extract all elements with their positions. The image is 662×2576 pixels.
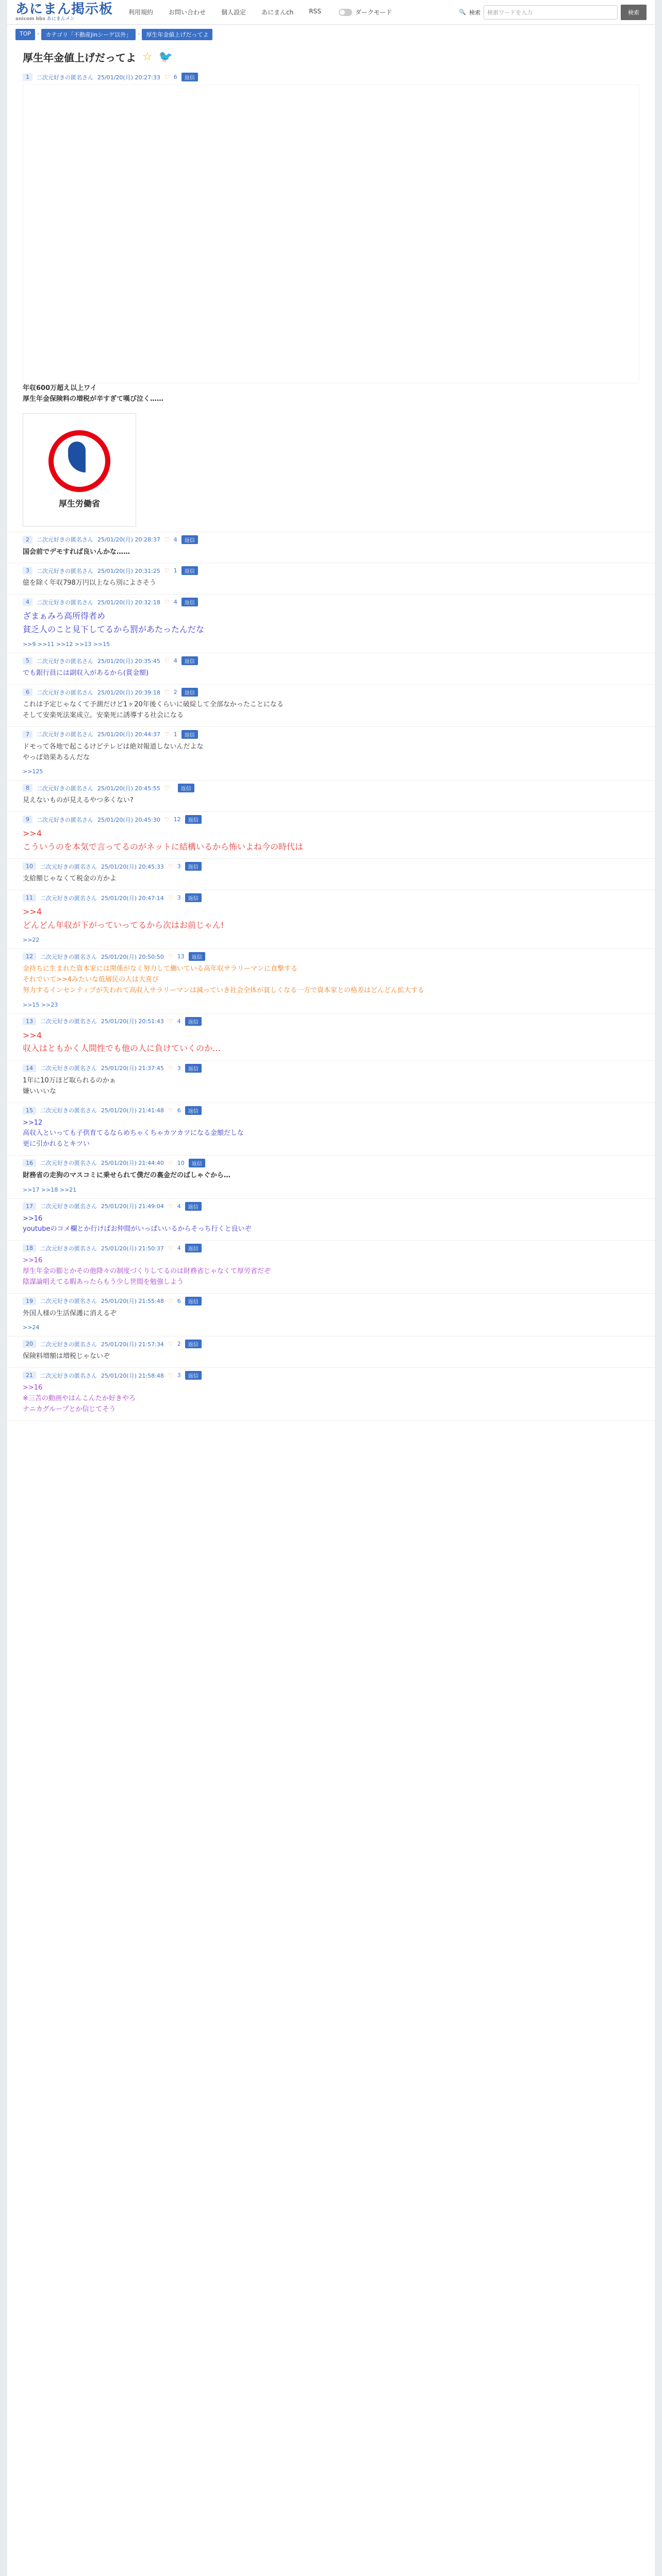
- reply-button[interactable]: 返信: [185, 1371, 202, 1380]
- page-title: 厚生年金値上げだってよ: [23, 52, 136, 64]
- search-input[interactable]: [484, 5, 618, 20]
- reply-links[interactable]: >>125: [23, 768, 43, 775]
- post-date: 25/01/20(月) 21:49:04: [101, 1203, 164, 1210]
- like-count: 1: [173, 567, 177, 574]
- post-author: 二次元好きの匿名さん: [40, 953, 97, 960]
- post-meta: [23, 1159, 639, 1167]
- post-number[interactable]: 12: [23, 953, 36, 960]
- reply-button[interactable]: 返信: [189, 1159, 205, 1167]
- post-body: ざまぁみろ高所得者め 貧乏人のこと見下してるから罰があたったんだな: [23, 611, 205, 634]
- post-date: 25/01/20(月) 21:44:40: [101, 1160, 164, 1167]
- post-meta: [23, 730, 639, 739]
- post-number[interactable]: 10: [23, 862, 36, 870]
- breadcrumb-thread[interactable]: 厚生年金値上げだってよ: [142, 29, 212, 40]
- post: [7, 812, 655, 859]
- heart-icon[interactable]: ♡: [168, 1018, 173, 1025]
- post-number[interactable]: 4: [23, 598, 32, 606]
- post-date: 25/01/20(月) 20:35:45: [97, 657, 160, 665]
- reply-button[interactable]: 返信: [185, 1340, 202, 1348]
- post-meta: [23, 784, 639, 792]
- breadcrumb-category[interactable]: カテゴリ「不動産jinシーゲ以外」: [41, 29, 136, 40]
- top-nav: [128, 8, 392, 16]
- post-meta: [23, 1297, 639, 1306]
- reply-button[interactable]: 返信: [185, 893, 202, 902]
- search-placeholder: 検索ワードを入力: [487, 9, 533, 16]
- post-number[interactable]: 6: [23, 688, 32, 696]
- post-date: 25/01/20(月) 20:27:33: [97, 74, 160, 81]
- like-count: 2: [177, 1341, 181, 1348]
- post-date: 25/01/20(月) 21:58:48: [101, 1372, 164, 1379]
- post-date: 25/01/20(月) 20:45:55: [97, 785, 160, 792]
- site-header: [7, 0, 655, 25]
- post-date: 25/01/20(月) 21:55:48: [101, 1298, 164, 1305]
- post-meta: [23, 952, 639, 961]
- heart-icon[interactable]: ♡: [168, 1245, 173, 1252]
- post-meta: [23, 656, 639, 665]
- like-count: 3: [177, 894, 181, 902]
- like-count: 6: [173, 74, 177, 80]
- reply-links[interactable]: >>17 >>18 >>21: [23, 1186, 77, 1193]
- post: [7, 70, 655, 532]
- like-count: 1: [173, 731, 177, 738]
- post-author: 二次元好きの匿名さん: [37, 689, 93, 696]
- like-count: 3: [177, 863, 181, 870]
- post-body: 財務省の走狗のマスコミに乗せられて僕だの裏金だのばしゃぐから…: [23, 1171, 231, 1179]
- post: [7, 653, 655, 685]
- post: [7, 781, 655, 812]
- heart-icon[interactable]: ♡: [164, 689, 170, 696]
- reply-button[interactable]: 返信: [185, 1297, 202, 1306]
- post-number[interactable]: 3: [23, 567, 32, 574]
- mhlw-logo-image[interactable]: [23, 413, 136, 527]
- toggle-switch[interactable]: [339, 9, 352, 16]
- heart-icon[interactable]: ♡: [168, 1297, 173, 1304]
- reply-button[interactable]: 返信: [185, 1244, 202, 1252]
- post-meta: [23, 1106, 639, 1115]
- post: [7, 1199, 655, 1241]
- nav-rss[interactable]: RSS: [309, 8, 321, 15]
- post: [7, 1061, 655, 1103]
- post-author: 二次元好きの匿名さん: [40, 1018, 97, 1025]
- reply-button[interactable]: 返信: [181, 535, 198, 544]
- post-author: 二次元好きの匿名さん: [40, 1298, 97, 1305]
- post: [7, 532, 655, 564]
- heart-icon[interactable]: ♡: [168, 1372, 173, 1379]
- post-body: 1年に10万ほど取られるのかぁ 嫌いいいな: [23, 1076, 116, 1095]
- like-count: 4: [177, 1202, 181, 1210]
- reply-button[interactable]: 返信: [178, 784, 194, 792]
- post-number[interactable]: 18: [23, 1244, 36, 1252]
- reply-button[interactable]: 返信: [189, 952, 205, 961]
- post-number[interactable]: 9: [23, 816, 32, 823]
- post-body: 億を除く年収798万円以上なら別によさそう: [23, 579, 156, 587]
- post: [7, 1368, 655, 1420]
- post: [7, 1336, 655, 1368]
- like-count: 13: [177, 953, 185, 960]
- post-number[interactable]: 5: [23, 657, 32, 665]
- post-date: 25/01/20(月) 20:44:37: [97, 731, 160, 738]
- post-body: 保険料増額は増税じゃないぞ: [23, 1352, 110, 1361]
- post: [7, 563, 655, 595]
- post-author: 二次元好きの匿名さん: [37, 785, 93, 792]
- heart-icon[interactable]: ♡: [164, 785, 170, 792]
- post-body: 国会前でデモすれば良いんかな……: [23, 548, 130, 556]
- post-meta: [23, 862, 639, 871]
- post-body: でも銀行員には副収入があるから(賞金額): [23, 669, 149, 677]
- reply-links[interactable]: >>24: [23, 1324, 40, 1331]
- logo-sub: anicom bbs あにまんメン: [15, 16, 75, 22]
- heart-icon[interactable]: ♡: [164, 731, 170, 738]
- post-author: 二次元好きの匿名さん: [40, 1065, 97, 1072]
- favorite-star-icon[interactable]: ☆: [142, 50, 153, 63]
- post-author: 二次元好きの匿名さん: [40, 863, 97, 870]
- reply-button[interactable]: 返信: [181, 688, 198, 697]
- like-count: 4: [173, 599, 177, 606]
- nav-contact[interactable]: お問い合わせ: [169, 9, 206, 16]
- dark-mode-toggle[interactable]: [339, 8, 392, 16]
- post-body: これは予定じゃなくて予測だけど1ヶ20年後くらいに破綻して全部なかったことになる そして安楽死法案成立。安楽死に誘導する社会になる: [23, 701, 284, 719]
- post-body: >>12 高収入といっても子供育てるならめちゃくちゃカツカツになる金額だしな 更に引かれるとキツい: [23, 1118, 244, 1148]
- post-author: 二次元好きの匿名さん: [37, 816, 93, 823]
- post-meta: [23, 1064, 639, 1073]
- nav-terms[interactable]: 利用規約: [128, 9, 154, 16]
- post-body: >>4 どんどん年収が下がっていってるから次はお前じゃん!: [23, 907, 224, 930]
- post-body: 年収600万超え以上ワイ 厚生年金保険料の増税が辛すぎて嘆び泣く……: [23, 384, 164, 403]
- post-number[interactable]: 21: [23, 1371, 36, 1379]
- post-meta: [23, 566, 639, 575]
- reply-button[interactable]: 返信: [185, 862, 202, 871]
- post-author: 二次元好きの匿名さん: [40, 1372, 97, 1379]
- post-author: 二次元好きの匿名さん: [37, 536, 93, 544]
- reply-button[interactable]: 返信: [181, 598, 198, 606]
- like-count: 3: [177, 1064, 181, 1072]
- post: [7, 727, 655, 781]
- post-author: 二次元好きの匿名さん: [37, 731, 93, 738]
- heart-icon[interactable]: ♡: [168, 1107, 173, 1114]
- nav-settings[interactable]: 個人設定: [221, 9, 246, 16]
- post-meta: [23, 815, 639, 824]
- like-count: 4: [177, 1018, 181, 1025]
- post: [7, 1156, 655, 1199]
- heart-icon[interactable]: ♡: [168, 953, 173, 960]
- post-author: 二次元好きの匿名さん: [37, 599, 93, 606]
- search-area: [459, 5, 647, 20]
- like-count: 6: [177, 1297, 181, 1304]
- post-meta: [23, 73, 639, 81]
- reply-button[interactable]: 返信: [185, 815, 202, 824]
- post-date: 25/01/20(月) 20:31:25: [97, 567, 160, 574]
- post-body: >>4 こういうのを本気で言ってるのがネットに結構いるから怖いよね今の時代は: [23, 828, 304, 852]
- like-count: 12: [173, 816, 181, 823]
- post: [7, 1241, 655, 1293]
- search-icon: 🔍: [459, 9, 466, 15]
- heart-icon[interactable]: ♡: [168, 1159, 173, 1166]
- post-meta: [23, 535, 639, 544]
- heart-icon[interactable]: ♡: [168, 863, 173, 870]
- post-number[interactable]: 2: [23, 536, 32, 544]
- reply-button[interactable]: 返信: [181, 566, 198, 575]
- reply-links[interactable]: >>15 >>23: [23, 1001, 58, 1008]
- like-count: 10: [177, 1159, 185, 1166]
- like-count: 3: [177, 1372, 181, 1379]
- post-number[interactable]: 14: [23, 1064, 36, 1072]
- post-number[interactable]: 11: [23, 894, 36, 902]
- post-body: 外国人様の生活保護に消えるぞ: [23, 1309, 117, 1317]
- page: [7, 0, 655, 2576]
- post-number[interactable]: 17: [23, 1202, 36, 1210]
- dark-mode-label: ダークモード: [355, 9, 392, 16]
- post-body: ドモって各地で起こるけどテレビは絶対報道しないんだよな やっぱ効果あるんだな: [23, 742, 204, 761]
- post-body: 支給額じゃなくて税金の方かよ: [23, 875, 117, 883]
- like-count: 2: [173, 689, 177, 696]
- post-author: 二次元好きの匿名さん: [40, 1160, 97, 1167]
- post-date: 25/01/20(月) 21:41:48: [101, 1107, 164, 1114]
- post: [7, 595, 655, 653]
- post-date: 25/01/20(月) 21:50:37: [101, 1245, 164, 1252]
- post-meta: [23, 598, 639, 606]
- heart-icon[interactable]: ♡: [164, 536, 170, 543]
- post-author: 二次元好きの匿名さん: [40, 1245, 97, 1252]
- post-author: 二次元好きの匿名さん: [37, 567, 93, 574]
- post: [7, 685, 655, 727]
- breadcrumb-top[interactable]: TOP: [15, 29, 35, 40]
- post-number[interactable]: 15: [23, 1107, 36, 1114]
- reply-button[interactable]: 返信: [181, 73, 198, 81]
- mhlw-logo-caption: 厚生労働省: [58, 499, 100, 509]
- heart-icon[interactable]: ♡: [168, 894, 173, 902]
- post-author: 二次元好きの匿名さん: [40, 894, 97, 902]
- reply-button[interactable]: 返信: [185, 1017, 202, 1026]
- post-number[interactable]: 8: [23, 784, 32, 792]
- post-author: 二次元好きの匿名さん: [37, 74, 93, 81]
- post-meta: [23, 688, 639, 697]
- post-number[interactable]: 19: [23, 1297, 36, 1305]
- post-number[interactable]: 1: [23, 73, 32, 81]
- post-meta: [23, 1202, 639, 1211]
- reply-links[interactable]: >>22: [23, 937, 40, 944]
- search-label: 検索: [469, 9, 481, 16]
- post-date: 25/01/20(月) 20:51:43: [101, 1018, 164, 1025]
- post: [7, 1014, 655, 1061]
- post-body: >>16 厚生年金の膨とかその他降々の制度づくりしてるのは財務省じゃなくて厚労省だぞ 陰謀論唱えてる暇あったらもう少し世間を勉強しよう: [23, 1257, 271, 1286]
- post-author: 二次元好きの匿名さん: [40, 1107, 97, 1114]
- post-number[interactable]: 7: [23, 731, 32, 738]
- post-body: >>4 収入はともかく人間性でも他の人に負けていくのか…: [23, 1030, 221, 1054]
- post-date: 25/01/20(月) 21:57:34: [101, 1341, 164, 1348]
- reply-button[interactable]: 返信: [185, 1064, 202, 1073]
- post-body: 金持ちに生まれた資本家には関係がなく努力して働いている高年収サラリーマンに直撃する それでいて>>4みたいな低層民の人は大喜び 努力するインセンティブが失われて高収入サラリーマンは減っていき社会全体が貧しくなる一方で資本家との格差はどんどん拡大する: [23, 965, 424, 994]
- heart-icon[interactable]: ♡: [168, 1064, 173, 1072]
- post-number[interactable]: 20: [23, 1340, 36, 1348]
- heart-icon[interactable]: ♡: [164, 816, 170, 823]
- post-meta: [23, 1017, 639, 1026]
- post-author: 二次元好きの匿名さん: [40, 1203, 97, 1210]
- breadcrumb: TOP › カテゴリ「不動産jinシーゲ以外」 › 厚生年金値上げだってよ: [7, 25, 655, 44]
- post-date: 25/01/20(月) 20:28:37: [97, 536, 160, 544]
- reply-button[interactable]: 返信: [181, 656, 198, 665]
- post-meta: [23, 1371, 639, 1380]
- post-date: 25/01/20(月) 20:32:18: [97, 599, 160, 606]
- site-logo[interactable]: [15, 3, 113, 22]
- heart-icon[interactable]: ♡: [168, 1341, 173, 1348]
- post-meta: [23, 893, 639, 902]
- heart-icon[interactable]: ♡: [164, 657, 170, 665]
- post-author: 二次元好きの匿名さん: [40, 1341, 97, 1348]
- reply-links[interactable]: >>9 >>11 >>12 >>13 >>15: [23, 641, 110, 648]
- search-button[interactable]: 検索: [621, 5, 647, 20]
- post-date: 25/01/20(月) 20:50:50: [101, 953, 164, 960]
- post: [7, 890, 655, 949]
- post-date: 25/01/20(月) 20:45:33: [101, 863, 164, 870]
- post: [7, 1294, 655, 1337]
- post: [7, 1103, 655, 1156]
- like-count: 4: [173, 657, 177, 665]
- thread-title-row: [7, 44, 655, 70]
- post-body: >>16 ※三苫の動画やはんこんたか好きやろ ナニカグループとか信じてそう: [23, 1384, 136, 1413]
- post-meta: [23, 1244, 639, 1252]
- post-image[interactable]: [23, 84, 639, 383]
- post-date: 25/01/20(月) 21:37:45: [101, 1065, 164, 1072]
- post-number[interactable]: 13: [23, 1018, 36, 1025]
- post-body: >>16 youtubeのコメ欄とか行けばお仲間がいっぱいいるからそっち行くと良いぞ: [23, 1214, 252, 1233]
- post-date: 25/01/20(月) 20:45:30: [97, 816, 160, 823]
- post-number[interactable]: 16: [23, 1159, 36, 1167]
- reply-button[interactable]: 返信: [185, 1202, 202, 1211]
- post-body: 見えないものが見えるやつ多くない?: [23, 796, 134, 805]
- heart-icon[interactable]: ♡: [168, 1202, 173, 1210]
- reply-button[interactable]: 返信: [185, 1106, 202, 1115]
- post-date: 25/01/20(月) 20:47:14: [101, 894, 164, 902]
- post-date: 25/01/20(月) 20:39:18: [97, 689, 160, 696]
- heart-icon[interactable]: ♡: [164, 599, 170, 606]
- heart-icon[interactable]: ♡: [164, 567, 170, 574]
- post: [7, 949, 655, 1013]
- heart-icon[interactable]: ♡: [164, 74, 170, 80]
- post: [7, 859, 655, 890]
- post-list: [7, 70, 655, 1421]
- logo-main[interactable]: あにまん掲示板: [15, 2, 113, 17]
- nav-animanch[interactable]: あにまんch: [261, 9, 294, 16]
- twitter-icon[interactable]: 🐦: [158, 50, 173, 63]
- like-count: 4: [173, 536, 177, 543]
- like-count: 6: [177, 1107, 181, 1114]
- post-meta: [23, 1340, 639, 1348]
- mhlw-emblem-icon: [48, 430, 110, 492]
- post-author: 二次元好きの匿名さん: [37, 657, 93, 665]
- reply-button[interactable]: 返信: [181, 730, 198, 739]
- like-count: 4: [177, 1245, 181, 1252]
